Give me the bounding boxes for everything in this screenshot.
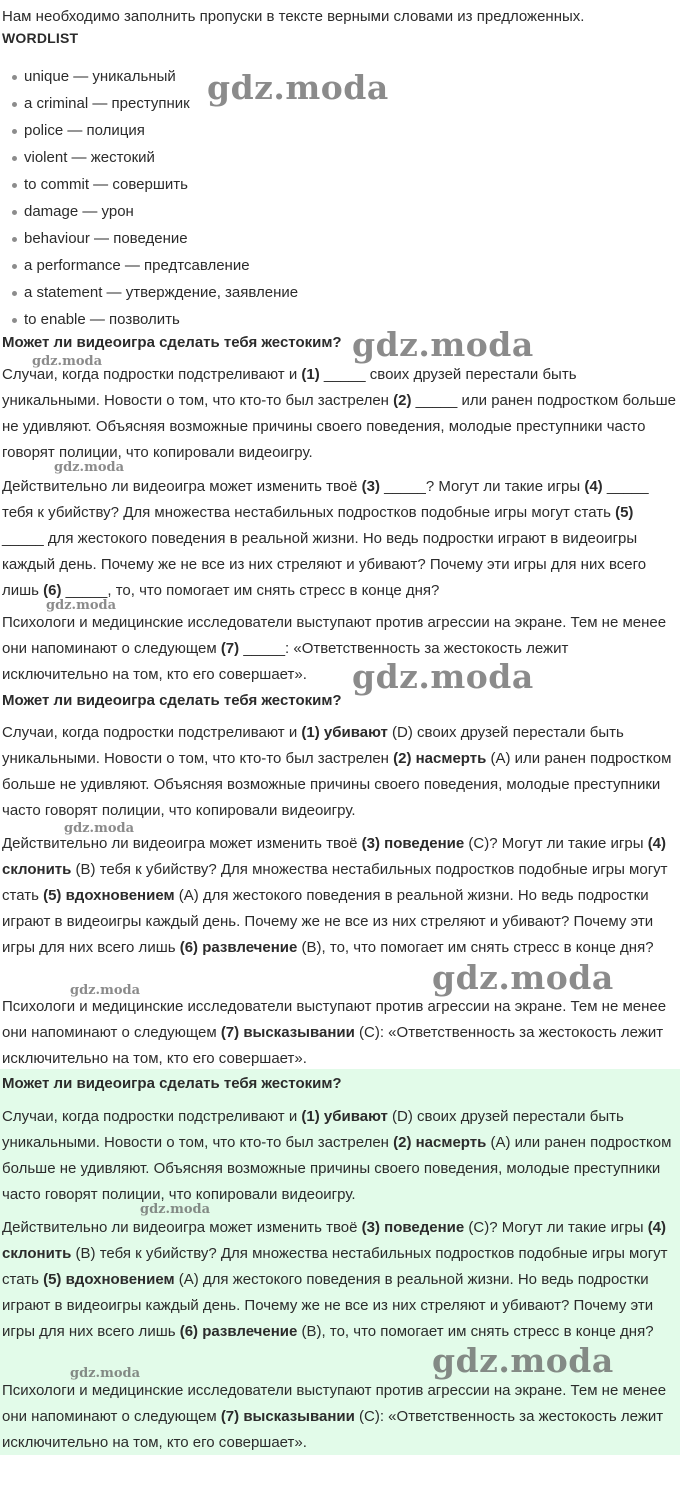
wordlist-item: a performance — предтсавление [0, 255, 298, 282]
watermark: gdz.moda [32, 354, 103, 369]
wordlist-item: police — полиция [0, 120, 298, 147]
wordlist-item: damage — урон [0, 201, 298, 228]
blank-number: (7) [220, 640, 240, 657]
answer-word: (3) поведение [361, 835, 465, 852]
answer-paragraph-3: Психологи и медицинские исследователи выступают против агрессии на экране. Тем не менее они напоминают о следующем (7) высказывании (C): «Ответственность за жестокость лежит исключительно на том, кто его совершает». [2, 998, 667, 1067]
wordlist-item: a criminal — преступник [0, 93, 298, 120]
blank-paragraph-1: Случаи, когда подростки подстреливают и (1) _____ своих друзей перестали быть уникальными. Новости о том, что кто-то был застрелен (2) _____ или ранен подростком больше не удивляют. Объясняя возможные причины своего поведения, молодые преступники часто говорят полиции, что копировали видеоигру. [2, 366, 676, 461]
watermark: gdz.moda [432, 1341, 614, 1380]
watermark: gdz.moda [64, 821, 135, 836]
highlight-paragraph-2: Действительно ли видеоигра может изменить твоё (3) поведение (C)? Могут ли такие игры (4) склонить (B) тебя к убийству? Для множества нестабильных подростков подобные игры могут стать (5) вдохновением (A) для жестокого поведения в реальной жизни. Но ведь подростки играют в видеоигры каждый день. Почему же не все из них стреляют и убивают? Почему эти игры для них всего лишь (6) развлечение (B), то, что помогает им снять стресс в конце дня? [2, 1219, 668, 1340]
blank-paragraph-3: Психологи и медицинские исследователи выступают против агрессии на экране. Тем не менее они напоминают о следующем (7) _____: «Ответственность за жестокость лежит исключительно на том, кто его совершает». [2, 614, 667, 683]
blank-number: (1) [301, 366, 320, 383]
wordlist-item: to commit — совершить [0, 174, 298, 201]
wordlist-item: violent — жестокий [0, 147, 298, 174]
watermark: gdz.moda [352, 325, 534, 364]
answer-word: (4) склонить [2, 835, 667, 878]
watermark: gdz.moda [54, 460, 125, 475]
watermark: gdz.moda [46, 598, 117, 613]
blank-number: (2) [393, 392, 412, 409]
wordlist-title: WORDLIST [2, 30, 79, 46]
wordlist [0, 66, 298, 336]
wordlist-item: a statement — утверждение, заявление [0, 282, 298, 309]
task-instruction: Нам необходимо заполнить пропуски в тексте верными словами из предложенных. [2, 8, 585, 25]
answer-word: (3) поведение [361, 1219, 465, 1236]
answer-word: (7) высказывании [220, 1024, 355, 1041]
answer-word: (2) насмерть [393, 750, 487, 767]
answer-word: (6) развлечение [179, 939, 298, 956]
answer-word: (6) развлечение [179, 1323, 298, 1340]
answer-word: (7) высказывании [220, 1408, 355, 1425]
section-heading-answers: Может ли видеоигра сделать тебя жестоким? [2, 692, 342, 709]
watermark: gdz.moda [140, 1202, 211, 1217]
wordlist-item: unique — уникальный [0, 66, 298, 93]
answer-paragraph-2: Действительно ли видеоигра может изменить твоё (3) поведение (C)? Могут ли такие игры (4) склонить (B) тебя к убийству? Для множества нестабильных подростков подобные игры могут стать (5) вдохновением (A) для жестокого поведения в реальной жизни. Но ведь подростки играют в видеоигры каждый день. Почему же не все из них стреляют и убивают? Почему эти игры для них всего лишь (6) развлечение (B), то, что помогает им снять стресс в конце дня? [2, 835, 668, 956]
wordlist-item: behaviour — поведение [0, 228, 298, 255]
highlight-paragraph-3: Психологи и медицинские исследователи выступают против агрессии на экране. Тем не менее они напоминают о следующем (7) высказывании (C): «Ответственность за жестокость лежит исключительно на том, кто его совершает». [2, 1382, 667, 1451]
blank-number: (5) [615, 504, 634, 521]
highlight-paragraph-1: Случаи, когда подростки подстреливают и (1) убивают (D) своих друзей перестали быть уникальными. Новости о том, что кто-то был застрелен (2) насмерть (A) или ранен подростком больше не удивляют. Объясняя возможные причины своего поведения, молодые преступники часто говорят полиции, что копировали видеоигру. [2, 1108, 672, 1203]
watermark: gdz.moda [432, 958, 614, 997]
answer-word: (5) вдохновением [43, 1271, 175, 1288]
answer-paragraph-1: Случаи, когда подростки подстреливают и (1) убивают (D) своих друзей перестали быть уникальными. Новости о том, что кто-то был застрелен (2) насмерть (A) или ранен подростком больше не удивляют. Объясняя возможные причины своего поведения, молодые преступники часто говорят полиции, что копировали видеоигру. [2, 724, 672, 819]
watermark: gdz.moda [352, 657, 534, 696]
wordlist-item: to enable — позволить [0, 309, 298, 336]
watermark: gdz.moda [207, 68, 389, 107]
blank-paragraph-2: Действительно ли видеоигра может изменить твоё (3) _____? Могут ли такие игры (4) _____ тебя к убийству? Для множества нестабильных подростков подобные игры могут стать (5) _____ для жестокого поведения в реальной жизни. Но ведь подростки играют в видеоигры каждый день. Почему же не все из них стреляют и убивают? Почему эти игры для них всего лишь (6) _____, то, что помогает им снять стресс в конце дня? [2, 478, 649, 599]
answer-word: (1) убивают [301, 1108, 388, 1125]
watermark: gdz.moda [70, 1366, 141, 1381]
answer-word: (2) насмерть [393, 1134, 487, 1151]
blank-number: (4) [584, 478, 603, 495]
section-heading-blanks: Может ли видеоигра сделать тебя жестоким? [2, 334, 342, 351]
blank-number: (3) [361, 478, 380, 495]
answer-word: (5) вдохновением [43, 887, 175, 904]
watermark: gdz.moda [70, 983, 141, 998]
answer-word: (4) склонить [2, 1219, 667, 1262]
blank-number: (6) [43, 582, 62, 599]
answer-word: (1) убивают [301, 724, 388, 741]
section-heading-answers-highlighted: Может ли видеоигра сделать тебя жестоким? [2, 1075, 342, 1092]
